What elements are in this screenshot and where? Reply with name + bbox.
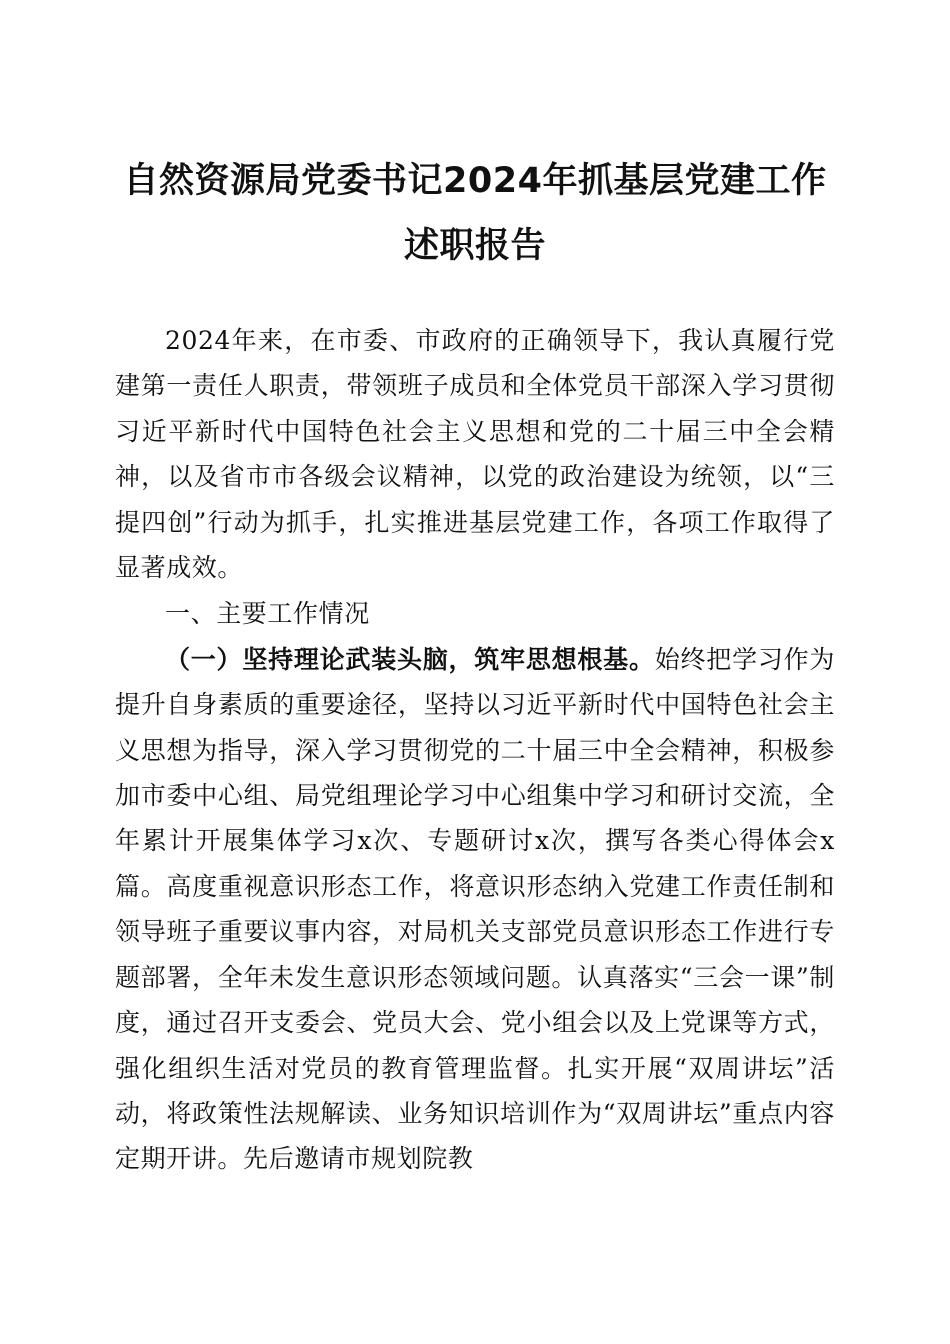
- subsection-body: 始终把学习作为提升自身素质的重要途径，坚持以习近平新时代中国特色社会主义思想为指导，深入学习贯彻党的二十届三中全会精神，积极参加市委中心组、局党组理论学习中心组集中学习和研讨交流，全年累计开展集体学习x次、专题研讨x次，撰写各类心得体会x篇。高度重视意识形态工作，将意识形态纳入党建工作责任制和领导班子重要议事内容，对局机关支部党员意识形态工作进行专题部署，全年未发生意识形态领域问题。认真落实“三会一课”制度，通过召开支委会、党员大会、党小组会以及上党课等方式，强化组织生活对党员的教育管理监督。扎实开展“双周讲坛”活动，将政策性法规解读、业务知识培训作为“双周讲坛”重点内容定期开讲。先后邀请市规划院教: [115, 644, 836, 1174]
- subsection-paragraph: [115, 637, 835, 1182]
- subsection-heading: （一）坚持理论武装头脑，筑牢思想根基。: [165, 644, 655, 674]
- report-title-line-1: 自然资源局党委书记2024年抓基层党建工作: [123, 161, 827, 201]
- section-heading: [115, 591, 835, 636]
- report-body: [115, 318, 835, 1182]
- intro-paragraph: 2024年来，在市委、市政府的正确领导下，我认真履行党建第一责任人职责，带领班子成员和全体党员干部深入学习贯彻习近平新时代中国特色社会主义思想和党的二十届三中全会精神，以及省市市各级会议精神，以党的政治建设为统领，以“三提四创”行动为抓手，扎实推进基层党建工作，各项工作取得了显著成效。: [115, 326, 835, 583]
- section-heading-text: 一、主要工作情况: [165, 599, 370, 629]
- report-title-line-2: 述职报告: [403, 226, 546, 266]
